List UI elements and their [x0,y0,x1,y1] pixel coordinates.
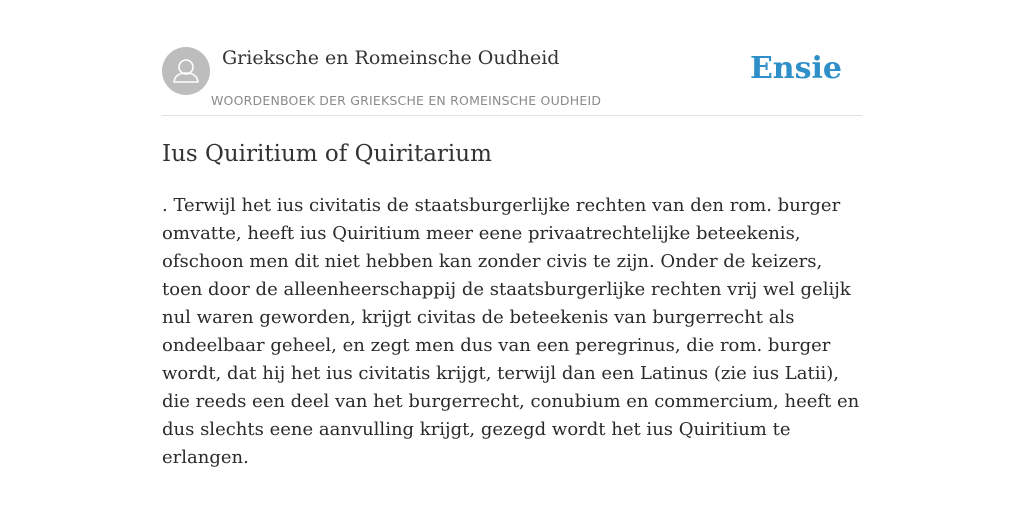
avatar[interactable] [162,47,210,95]
entry-body: . Terwijl het ius civitatis de staatsburgerlijke rechten van den rom. burger omvatte, heeft ius Quiritium meer eene privaatrechtelijke beteekenis, ofschoon men dit niet hebben kan zonder civis te zijn. Onder de keizers, toen door de alleenheerschappij de staatsburgerlijke rechten vrij wel gelijk nul waren geworden, krijgt civitas de beteekenis van burgerrecht als ondeelbaar geheel, en zegt men dus van een peregrinus, die rom. burger wordt, dat hij het ius civitatis krijgt, terwijl dan een Latinus (zie ius Latii), die reeds een deel van het burgerrecht, conubium en commercium, heeft en dus slechts eene aanvulling krijgt, gezegd wordt het ius Quiritium te erlangen. [162,195,860,468]
header-divider [162,115,862,116]
ensie-logo-link[interactable]: Ensie [749,51,842,86]
user-icon [162,47,210,95]
entry-title: Ius Quiritium of Quiritarium [162,141,492,167]
source-subtitle: WOORDENBOEK DER GRIEKSCHE EN ROMEINSCHE OUDHEID [211,93,602,108]
source-title-link[interactable]: Grieksche en Romeinsche Oudheid [222,47,560,69]
